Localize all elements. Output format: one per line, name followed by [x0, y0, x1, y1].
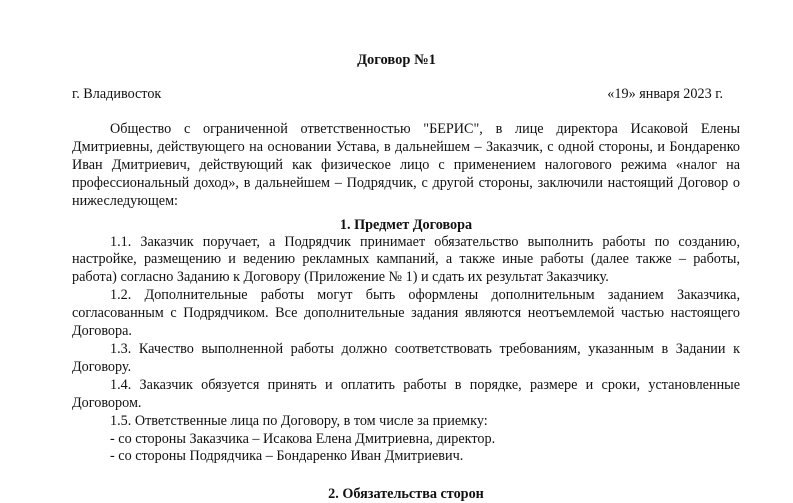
- clause-1-2: 1.2. Дополнительные работы могут быть оформлены дополнительным заданием Заказчика, согласованным с Подрядчиком. Все дополнительные задания являются неотъемлемой частью настоящего Договора.: [72, 287, 740, 340]
- contract-title: Договор №1: [357, 52, 436, 68]
- preamble-paragraph: Общество с ограниченной ответственностью "БЕРИС", в лице директора Исаковой Елены Дмитриевны, действующего на основании Устава, в дальнейшем – Заказчик, с одной стороны, и Бондаренко Иван Дмитриевич, действующий как физическое лицо с применением налогового режима «налог на профессиональный доход», в дальнейшем – Подрядчик, с другой стороны, заключили настоящий Договор о нижеследующем:: [72, 121, 740, 209]
- section-2-heading: 2. Обязательства сторон: [328, 486, 484, 503]
- clause-1-5: 1.5. Ответственные лица по Договору, в том числе за приемку:: [110, 412, 488, 429]
- clause-1-5-contractor: - со стороны Подрядчика – Бондаренко Иван Дмитриевич.: [110, 448, 464, 465]
- clause-1-3: 1.3. Качество выполненной работы должно соответствовать требованиям, указанным в Задании к Договору.: [72, 340, 740, 375]
- contract-date: «19» января 2023 г.: [607, 86, 723, 102]
- contract-body: [72, 121, 740, 503]
- clause-1-1: 1.1. Заказчик поручает, а Подрядчик принимает обязательство выполнить работы по созданию, настройке, размещению и ведению рекламных кампаний, а также иные работы (далее также – работы, работа) согласно Заданию к Договору (Приложение № 1) и сдать их результат Заказчику.: [72, 233, 740, 286]
- section-1-heading: 1. Предмет Договора: [339, 216, 473, 233]
- contract-city: г. Владивосток: [72, 86, 162, 102]
- clause-1-5-customer: - со стороны Заказчика – Исакова Елена Дмитриевна, директор.: [110, 430, 496, 447]
- clause-1-4: 1.4. Заказчик обязуется принять и оплатить работы в порядке, размере и сроки, установленные Договором.: [72, 376, 740, 411]
